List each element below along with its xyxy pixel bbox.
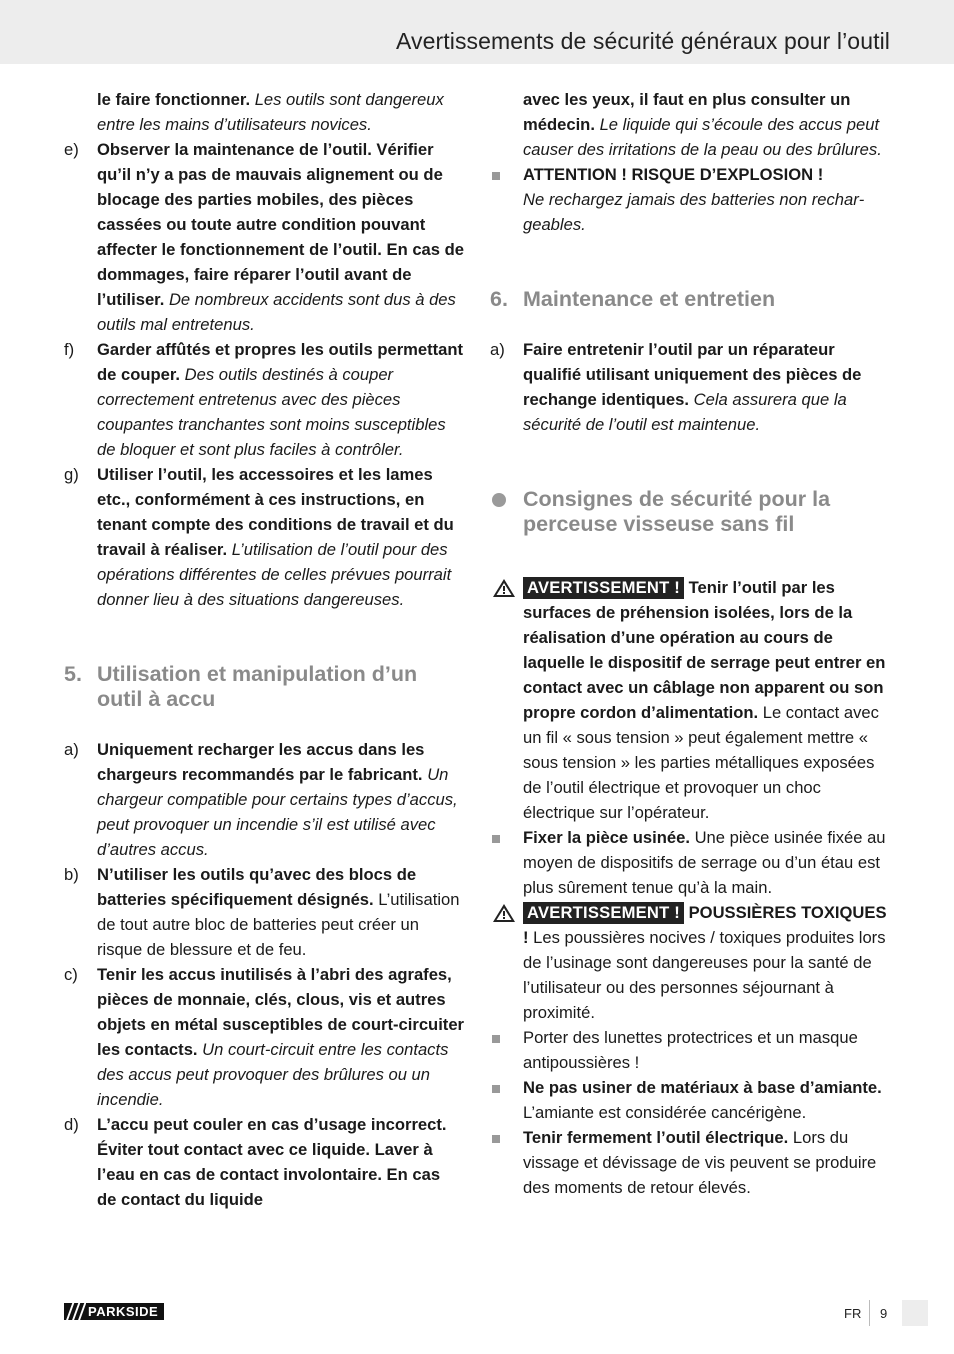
item-label: d) <box>64 1115 79 1134</box>
warning-triangle-icon <box>492 578 516 598</box>
list-item-6a <box>490 337 890 437</box>
list-item-fix <box>490 825 890 900</box>
item-italic: Des outils destinés à couper correctement entretenus avec des pièces coupantes tranchantes sont moins susceptibles de bloquer et sont plus faciles à contrôler. <box>97 365 446 459</box>
section-number: 5. <box>64 662 82 686</box>
item-bold: POUSSIÈRES TOXIQUES ! <box>523 903 887 947</box>
section-title: Maintenance et entretien <box>523 287 776 311</box>
item-label: a) <box>490 340 505 359</box>
continued-bold: avec les yeux, il faut en plus consulter un médecin. <box>523 90 851 134</box>
item-bold: Utiliser l’outil, les accessoires et les lames etc., conformément à ces instructions, en tenant compte des conditions de travail et du travail à réaliser. <box>97 465 454 559</box>
section-6-heading <box>490 287 890 312</box>
item-label: g) <box>64 465 79 484</box>
section-drill-heading <box>490 487 890 537</box>
item-bold: Garder affûtés et propres les outils permettant de couper. <box>97 340 464 384</box>
logo-stripes-icon <box>64 1303 86 1320</box>
list-item-b <box>64 862 464 962</box>
section-title: Consignes de sécurité pour la perceuse visseuse sans fil <box>523 487 831 536</box>
language-code: FR <box>844 1306 862 1321</box>
list-item-e <box>64 137 464 337</box>
item-italic: Un court-circuit entre les contacts des accus peut provoquer des brûlures ou un incendie. <box>97 1040 449 1109</box>
warning-badge: AVERTISSEMENT ! <box>523 902 684 924</box>
item-label: c) <box>64 965 78 984</box>
item-normal: L’utilisation de tout autre bloc de batteries peut créer un risque de blessure et de feu. <box>97 890 460 959</box>
warning-item-dust <box>490 900 890 1025</box>
right-column <box>490 87 890 1200</box>
section-title: Utilisation et manipulation d’un outil à accu <box>97 662 418 711</box>
item-italic: Un chargeur compatible pour certains types d’accus, peut provoquer un incendie s’il est utilisé avec d’autres accus. <box>97 765 458 859</box>
continued-paragraph <box>490 87 890 162</box>
brand-name: PARKSIDE <box>86 1303 164 1320</box>
item-bold: ATTENTION ! RISQUE D’EXPLOSION ! <box>523 165 824 184</box>
continued-italic: Les outils sont dangereux entre les mains d’utilisateurs novices. <box>97 90 444 134</box>
list-item-a <box>64 737 464 862</box>
list-item-g <box>64 462 464 612</box>
circle-bullet-icon <box>492 493 506 507</box>
page-tab-marker <box>902 1300 928 1326</box>
list-item-explosion <box>490 162 890 237</box>
continued-bold: le faire fonctionner. <box>97 90 251 109</box>
item-label: e) <box>64 140 79 159</box>
page-number: 9 <box>880 1306 888 1321</box>
list-item-d <box>64 1112 464 1212</box>
list-item-asbestos <box>490 1075 890 1125</box>
item-italic: De nombreux accidents sont dus à des outils mal entretenus. <box>97 290 456 334</box>
item-bold: Tenir les accus inutilisés à l’abri des agrafes, pièces de monnaie, clés, clous, vis et autres objets en métal susceptibles de court-circuiter les contacts. <box>97 965 465 1059</box>
footer-divider <box>869 1300 870 1326</box>
item-bold: Uniquement recharger les accus dans les chargeurs recommandés par le fabricant. <box>97 740 425 784</box>
item-label: f) <box>64 340 75 359</box>
item-normal: Les poussières nocives / toxiques produites lors de l’usinage sont dangereuses pour la santé de l’utilisateur ou des personnes séjournant à proximité. <box>523 928 886 1022</box>
item-label: a) <box>64 740 79 759</box>
item-bold: Observer la maintenance de l’outil. Vérifier qu’il n’y a pas de mauvais alignement ou de blocage des parties mobiles, des pièces cassées ou toute autre condition pouvant affecter le fonctionnement de l’outil. En cas de dommages, faire réparer l’outil avant de l’utiliser. <box>97 140 464 309</box>
square-bullet-icon <box>492 1085 500 1093</box>
page-title: Avertissements de sécurité généraux pour l’outil <box>395 28 890 54</box>
item-bold: Tenir l’outil par les surfaces de préhension isolées, lors de la réalisation d’une opération au cours de laquelle le dispositif de serrage peut entrer en contact avec un câblage non apparent ou son propre cordon d’alimentation. <box>523 578 886 722</box>
warning-item-wiring <box>490 575 890 825</box>
item-bold: N’utiliser les outils qu’avec des blocs de batteries spécifiquement désignés. <box>97 865 417 909</box>
item-bold: Tenir fermement l’outil électrique. <box>523 1128 789 1147</box>
warning-badge: AVERTISSEMENT ! <box>523 577 684 599</box>
warning-triangle-icon <box>492 903 516 923</box>
square-bullet-icon <box>492 172 500 180</box>
item-normal: Une pièce usinée fixée au moyen de dispositifs de serrage ou d’un étau est plus sûrement tenue qu’à la main. <box>523 828 886 897</box>
list-item-f <box>64 337 464 462</box>
brand-logo <box>64 1303 164 1320</box>
item-bold: Faire entretenir l’outil par un réparateur qualifié utilisant uniquement des pièces de rechange identiques. <box>523 340 862 409</box>
section-5-heading <box>64 662 464 712</box>
square-bullet-icon <box>492 1035 500 1043</box>
list-item-c <box>64 962 464 1112</box>
list-item-hold <box>490 1125 890 1200</box>
square-bullet-icon <box>492 835 500 843</box>
item-italic: L’utilisation de l’outil pour des opérations différentes de celles prévues pourrait donner lieu à des situations dangereuses. <box>97 540 452 609</box>
item-normal: Porter des lunettes protectrices et un masque antipoussières ! <box>523 1028 858 1072</box>
item-bold: Ne pas usiner de matériaux à base d’amiante. <box>523 1078 882 1097</box>
continued-italic: Le liquide qui s’écoule des accus peut causer des irritations de la peau ou des brûlures. <box>523 115 882 159</box>
section-number: 6. <box>490 287 508 311</box>
square-bullet-icon <box>492 1135 500 1143</box>
item-label: b) <box>64 865 79 884</box>
item-italic: Cela assurera que la sécurité de l’outil est maintenue. <box>523 390 847 434</box>
item-normal: L’amiante est considérée cancérigène. <box>523 1103 807 1122</box>
left-column <box>64 87 464 1212</box>
item-bold: L’accu peut couler en cas d’usage incorrect. Éviter tout contact avec ce liquide. Laver à l’eau en cas de contact involontaire. En cas de contact du liquide <box>97 1115 447 1209</box>
item-normal: Lors du vissage et dévissage de vis peuvent se produire des moments de retour élevés. <box>523 1128 877 1197</box>
item-bold: Fixer la pièce usinée. <box>523 828 690 847</box>
item-normal: Le contact avec un fil « sous tension » peut également mettre « sous tension » les parties métalliques exposées de l’outil électrique et provoquer un choc électrique sur l’opérateur. <box>523 703 879 822</box>
list-item-glasses <box>490 1025 890 1075</box>
page-header <box>0 0 954 64</box>
item-italic: Ne rechargez jamais des batteries non rechargeables. <box>523 190 865 234</box>
continued-paragraph <box>64 87 464 137</box>
